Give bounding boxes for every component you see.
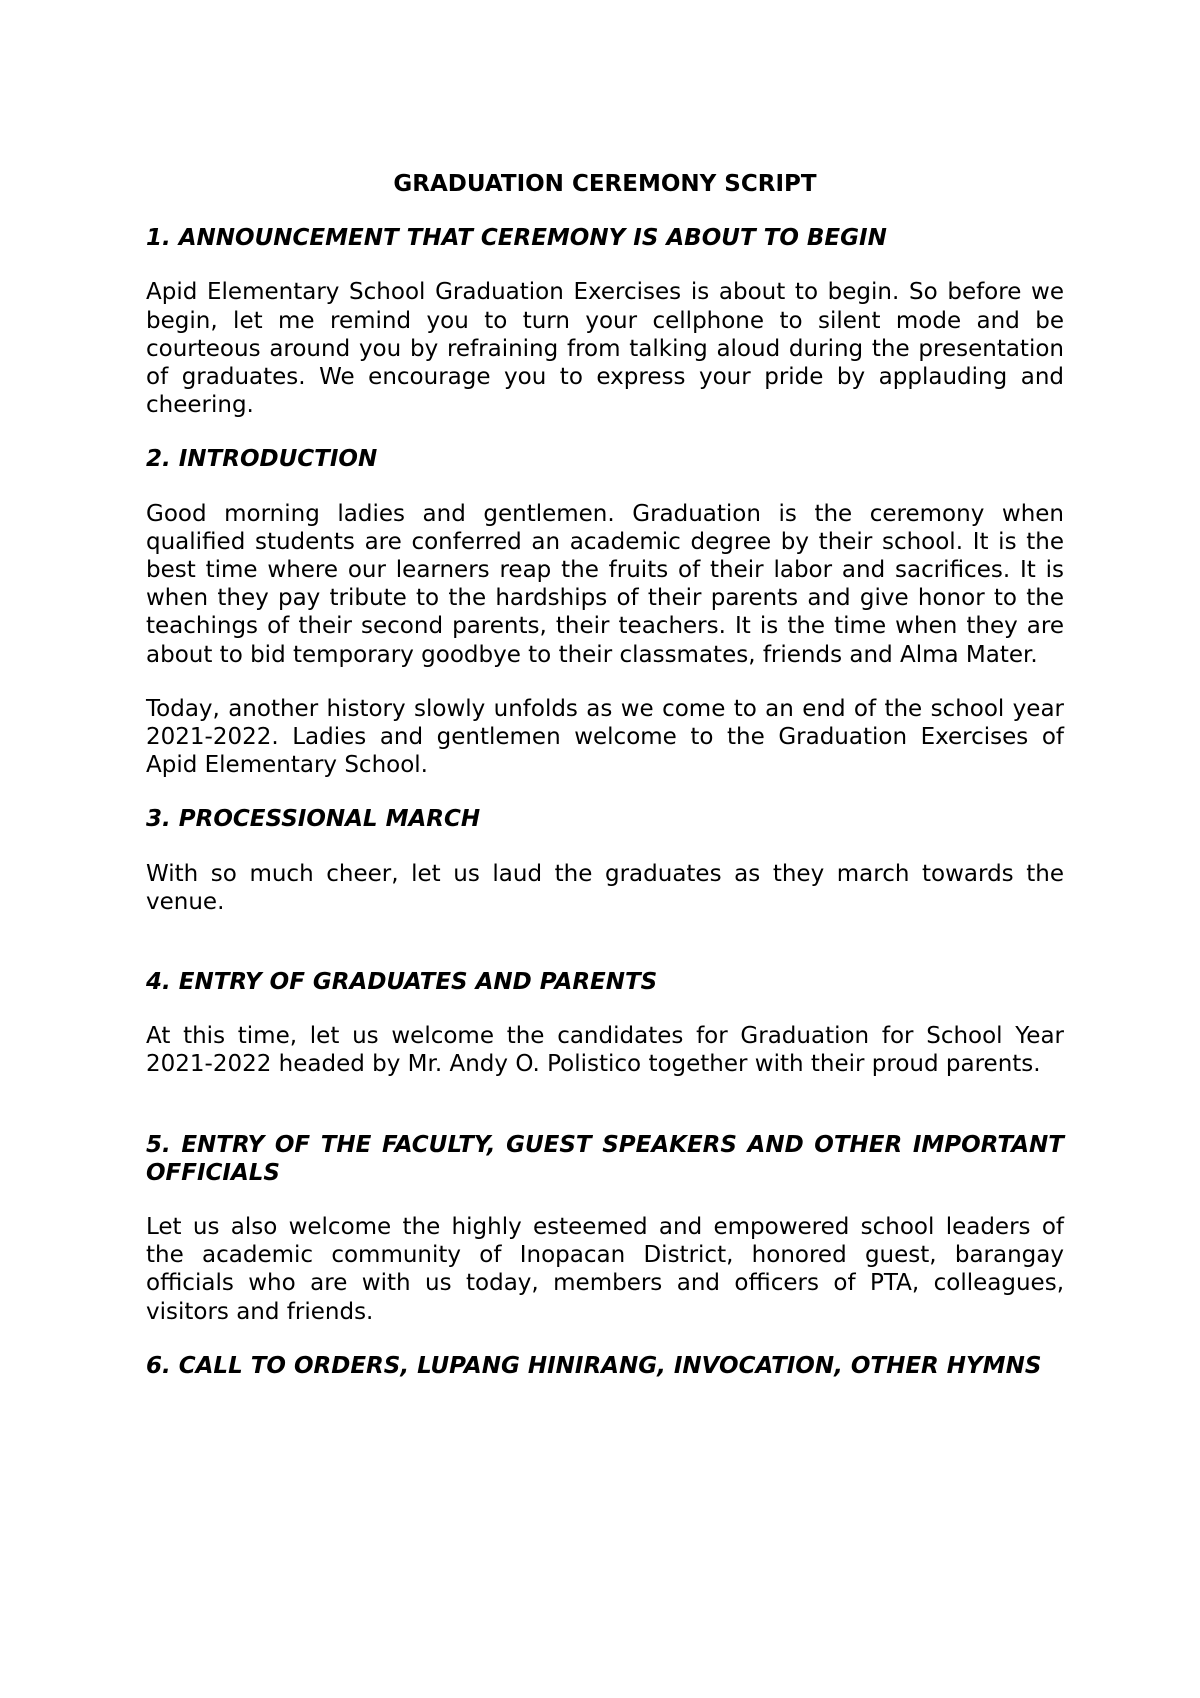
document-title: GRADUATION CEREMONY SCRIPT (393, 171, 817, 197)
section-5-paragraph-1: Let us also welcome the highly esteemed and empowered school leaders of the academic community of Inopacan District, honored guest, barangay officials who are with us today, members and officers of PTA, colleagues, visitors and friends. (146, 1214, 1064, 1325)
section-4-heading: 4. ENTRY OF GRADUATES AND PARENTS (146, 969, 658, 996)
section-1-heading: 1. ANNOUNCEMENT THAT CEREMONY IS ABOUT TO BEGIN (146, 225, 887, 252)
section-3-paragraph-1: With so much cheer, let us laud the graduates as they march towards the venue. (146, 860, 1064, 915)
section-4-paragraph-1: At this time, let us welcome the candidates for Graduation for School Year 2021-2022 headed by Mr. Andy O. Polistico together with their proud parents. (146, 1023, 1064, 1078)
section-6-heading: 6. CALL TO ORDERS, LUPANG HINIRANG, INVOCATION, OTHER HYMNS (146, 1352, 1042, 1379)
document-page (146, 170, 1064, 1406)
section-2-heading: 2. INTRODUCTION (146, 446, 378, 473)
section-2-paragraph-2: Today, another history slowly unfolds as we come to an end of the school year 2021-2022. Ladies and gentlemen welcome to the Graduation Exercises of Apid Elementary School. (146, 695, 1064, 779)
section-2-paragraph-1: Good morning ladies and gentlemen. Graduation is the ceremony when qualified students are conferred an academic degree by their school. It is the best time where our learners reap the fruits of their labor and sacrifices. It is when they pay tribute to the hardships of their parents and give honor to the teachings of their second parents, their teachers. It is the time when they are about to bid temporary goodbye to their classmates, friends and Alma Mater. (146, 500, 1064, 668)
section-5-heading: 5. ENTRY OF THE FACULTY, GUEST SPEAKERS AND OTHER IMPORTANT OFFICIALS (146, 1131, 1064, 1186)
section-3-heading: 3. PROCESSIONAL MARCH (146, 806, 481, 833)
section-1-paragraph-1: Apid Elementary School Graduation Exercises is about to begin. So before we begin, let me remind you to turn your cellphone to silent mode and be courteous around you by refraining from talking aloud during the presentation of graduates. We encourage you to express your pride by applauding and cheering. (146, 279, 1064, 419)
